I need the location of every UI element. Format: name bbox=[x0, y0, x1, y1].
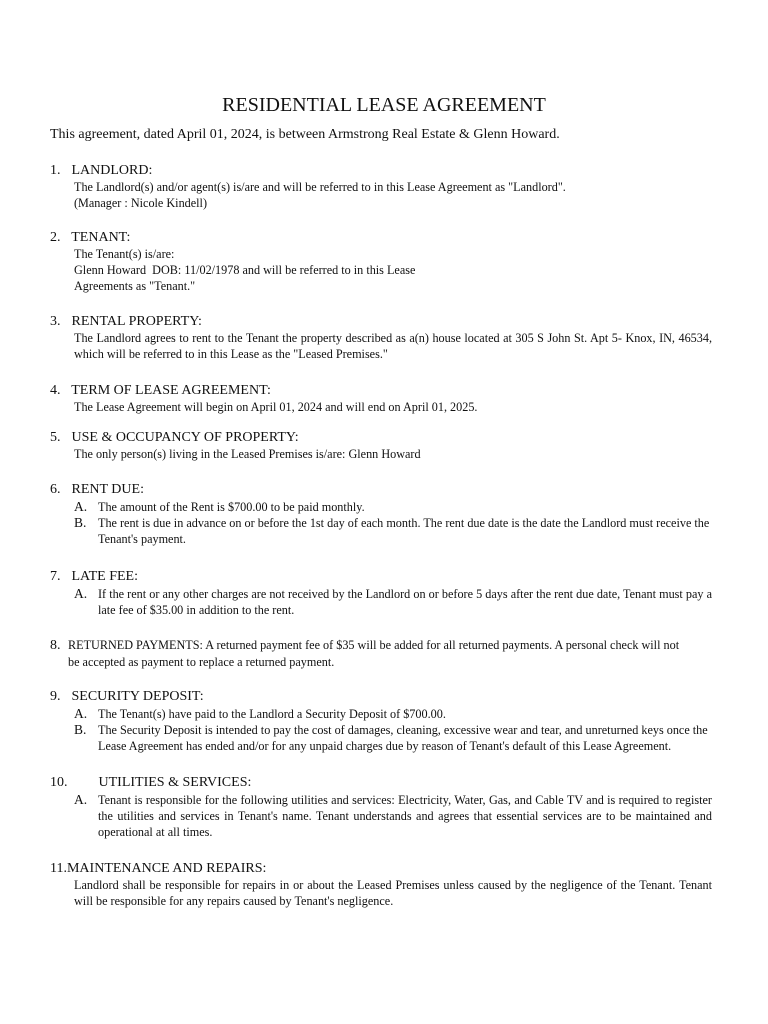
section-title: TENANT: bbox=[71, 230, 131, 245]
section-title: USE & OCCUPANCY OF PROPERTY: bbox=[71, 430, 299, 445]
section-body bbox=[74, 446, 712, 462]
section-rental-property bbox=[50, 313, 712, 362]
section-heading bbox=[50, 481, 712, 498]
section-heading bbox=[50, 382, 712, 399]
section-body bbox=[74, 330, 712, 362]
maintenance-text: Landlord shall be responsible for repairs in or about the Leased Premises unless caused by the negligence of the Tenant. Tenant will be responsible for any repairs caused by Tenant's negligence. bbox=[74, 878, 712, 908]
section-number: 8. bbox=[50, 638, 61, 653]
item-marker: A. bbox=[74, 792, 88, 807]
section-title: UTILITIES & SERVICES: bbox=[98, 775, 252, 790]
item-text: The rent is due in advance on or before the 1st day of each month. The rent due date is the date the Landlord must receive the Tenant's payment. bbox=[98, 516, 710, 546]
item-marker: A. bbox=[74, 706, 88, 721]
section-title: LANDLORD: bbox=[71, 163, 153, 178]
section-number: 1. bbox=[50, 163, 61, 178]
item-text: The amount of the Rent is $700.00 to be paid monthly. bbox=[98, 500, 365, 514]
item-marker: B. bbox=[74, 515, 87, 530]
section-maintenance bbox=[50, 860, 712, 909]
section-heading bbox=[50, 860, 712, 877]
section-title: RENTAL PROPERTY: bbox=[71, 314, 202, 329]
item-marker: B. bbox=[74, 722, 87, 737]
section-use-occupancy bbox=[50, 429, 712, 462]
section-heading bbox=[50, 688, 712, 705]
section-returned-payments bbox=[50, 637, 712, 671]
section-rent-due bbox=[50, 481, 712, 547]
section-body bbox=[74, 877, 712, 909]
section-heading bbox=[50, 162, 712, 179]
list-item bbox=[74, 706, 712, 722]
section-items bbox=[74, 792, 712, 840]
item-text: If the rent or any other charges are not received by the Landlord on or before 5 days after the rent due date, Tenant must pay a late fee of $35.00 in addition to the rent. bbox=[98, 587, 712, 617]
section-title: LATE FEE: bbox=[71, 569, 138, 584]
section-body bbox=[74, 399, 712, 415]
list-item bbox=[74, 499, 712, 515]
tenant-definition: Agreements as "Tenant." bbox=[74, 279, 196, 293]
section-number: 11. bbox=[50, 861, 67, 876]
list-item bbox=[74, 586, 712, 618]
tenant-name-dob: Glenn Howard DOB: 11/02/1978 and will be referred to in this Lease bbox=[74, 263, 416, 277]
list-item bbox=[74, 792, 712, 840]
section-heading bbox=[50, 313, 712, 330]
item-text: The Security Deposit is intended to pay the cost of damages, cleaning, excessive wear and tear, and unreturned keys once the Lease Agreement has ended and/or for any unpaid charges due by reason of Tenant's default of this Lease Agreement. bbox=[98, 723, 708, 753]
section-late-fee bbox=[50, 568, 712, 618]
section-items bbox=[74, 586, 712, 618]
document-title: RESIDENTIAL LEASE AGREEMENT bbox=[222, 94, 546, 116]
section-utilities bbox=[50, 774, 712, 840]
landlord-definition: The Landlord(s) and/or agent(s) is/are and will be referred to in this Lease Agreement as "Landlord". bbox=[74, 180, 566, 194]
section-body bbox=[50, 637, 712, 671]
landlord-manager: (Manager : Nicole Kindell) bbox=[74, 196, 207, 210]
section-body bbox=[74, 179, 712, 211]
returned-payments-text-continued: be accepted as payment to replace a returned payment. bbox=[68, 655, 335, 669]
section-body bbox=[74, 246, 712, 294]
section-tenant bbox=[50, 229, 712, 294]
rental-property-text: The Landlord agrees to rent to the Tenant the property described as a(n) house located at 305 S John St. Apt 5- Knox, IN, 46534, which will be referred to in this Lease as the "Leased Premises." bbox=[74, 331, 712, 361]
section-number: 3. bbox=[50, 314, 61, 329]
section-title: TERM OF LEASE AGREEMENT: bbox=[71, 383, 271, 398]
section-title: MAINTENANCE AND REPAIRS: bbox=[66, 861, 267, 876]
section-number: 10. bbox=[50, 775, 68, 790]
list-item bbox=[74, 722, 712, 754]
term-text: The Lease Agreement will begin on April 01, 2024 and will end on April 01, 2025. bbox=[74, 400, 478, 414]
item-text: Tenant is responsible for the following utilities and services: Electricity, Water, Gas, and Cable TV and is required to register the utilities and services in Tenant's name. Tenant understands and agrees that essential services are to be maintained and operational at all times. bbox=[98, 793, 712, 839]
section-term bbox=[50, 382, 712, 415]
intro-paragraph: This agreement, dated April 01, 2024, is between Armstrong Real Estate & Glenn Howard. bbox=[50, 127, 560, 142]
section-number: 7. bbox=[50, 569, 61, 584]
section-title: RENT DUE: bbox=[71, 482, 144, 497]
section-title: SECURITY DEPOSIT: bbox=[71, 689, 204, 704]
section-items bbox=[74, 706, 712, 754]
item-marker: A. bbox=[74, 586, 88, 601]
section-landlord bbox=[50, 162, 712, 211]
list-item bbox=[74, 515, 712, 547]
occupancy-text: The only person(s) living in the Leased Premises is/are: Glenn Howard bbox=[74, 447, 421, 461]
section-heading bbox=[50, 568, 712, 585]
section-heading bbox=[50, 229, 712, 246]
section-heading bbox=[50, 429, 712, 446]
returned-payments-text: A returned payment fee of $35 will be added for all returned payments. A personal check will not bbox=[205, 638, 680, 652]
section-number: 9. bbox=[50, 689, 61, 704]
item-text: The Tenant(s) have paid to the Landlord a Security Deposit of $700.00. bbox=[98, 707, 446, 721]
item-marker: A. bbox=[74, 499, 88, 514]
section-number: 5. bbox=[50, 430, 61, 445]
section-items bbox=[74, 499, 712, 547]
section-title: RETURNED PAYMENTS: bbox=[68, 638, 203, 652]
tenant-intro: The Tenant(s) is/are: bbox=[74, 247, 175, 261]
section-number: 2. bbox=[50, 230, 61, 245]
section-heading bbox=[50, 774, 712, 791]
section-security-deposit bbox=[50, 688, 712, 754]
section-number: 6. bbox=[50, 482, 61, 497]
section-number: 4. bbox=[50, 383, 61, 398]
